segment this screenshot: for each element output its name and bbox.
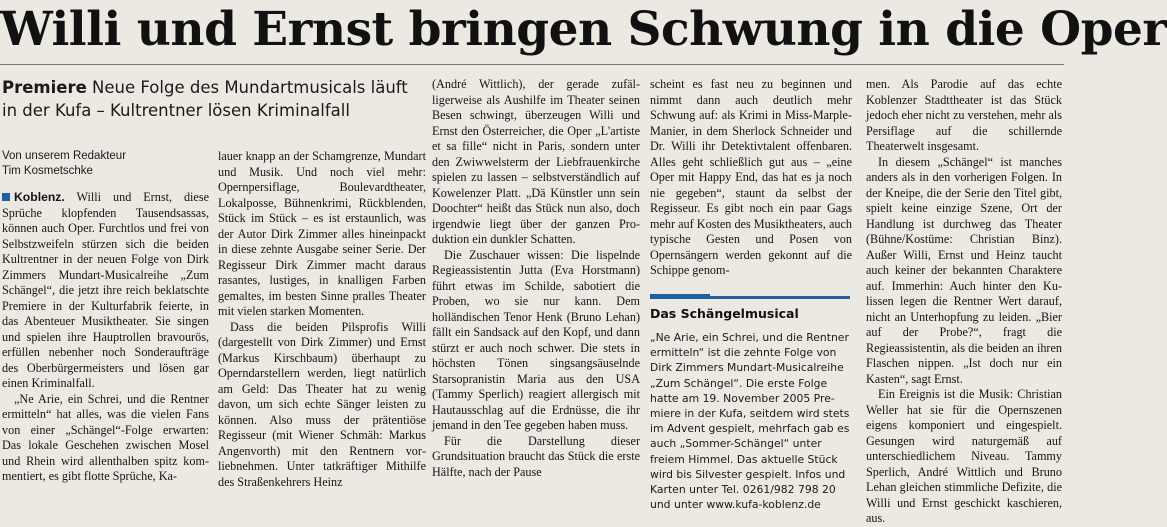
article-column-1 <box>2 190 209 510</box>
paragraph: Ein Ereignis ist die Musik: Christian Weller hat sie für die Opernszenen eigens komponiert und eingespielt. Gesungen wird naturgemäß auf unterschiedlichem Niveau. Tammy Sperlich, André Wittlich und Bruno Lehan gleichen stimmliche Defizite, die Willi und Ernst geschickt kaschieren, aus. <box>866 387 1062 525</box>
article-column-4 <box>650 77 852 287</box>
paragraph: „Ne Arie, ein Schrei, und die Rentner ermitteln“ hat alles, was die vielen Fans von einer „Schängel“-Folge erwarten: Das lokale Geschehen zwischen Mosel und Rhein wird allenthalben spitz kommentiert, es gibt flotte Sprüche, Ka- <box>2 391 209 483</box>
byline <box>2 149 212 179</box>
paragraph: In diesem „Schängel“ ist manches anders als in den vorherigen Folgen. In der Kneipe, die der Serie den Titel gibt, spielt keine einzige Szene, Ort der Handlung ist durchweg das Theater (Bühne/Kostüme: Christian Binz). Außer Willi, Ernst und Heinz taucht auch keiner der bekannten Charaktere auf. Immerhin: Auch hinter den Kulissen legen die Rentner Wert darauf, nicht an Unterhopfung zu leiden. „Bier auf der Probe?“, fragt die Regieassistentin, als die beiden an ihren Flaschen nippen. „Ist doch nur ein Kasten“, sagt Ernst. <box>866 154 1062 386</box>
headline: Willi und Ernst bringen Schwung in die Oper <box>0 2 1167 57</box>
dateline-square-icon <box>2 193 10 201</box>
paragraph: men. Als Parodie auf das echte Koblenzer Stadttheater ist das Stück jedoch eher nicht zu verstehen, mehr als Persiflage auf die schillernde Theaterwelt insgesamt. <box>866 77 1062 153</box>
paragraph: Die Zuschauer wissen: Die lispelnde Regieassistentin Jutta (Eva Horstmann) führt etwas im Schilde, sabotiert die Proben, wo sie nur kann. Dem holländischen Tenor Henk (Bruno Lehan) fällt ein Sandsack auf den Kopf, und dann stürzt er auch noch schwer. Die stets in höchsten Tönen singsangsäuselnde Starsopranistin Maria aus den USA (Tammy Sperlich) reagiert allergisch mit Hautausschlag auf die Erdnüsse, die ihr jemand in den Tee gegeben haben muss. <box>432 247 640 432</box>
byline-role: Von unserem Redakteur <box>2 150 127 162</box>
paragraph: (André Wittlich), der gerade zufälligerweise als Aushilfe im Theater seinen Besen schwingt, überzeugen Willi und Ernst den Österreicher, die Oper „L'artiste et sa fille“ nicht in Paris, sondern unter den Zwiwwelsterm der Liebfrauenkirche spielen zu lassen – selbstverständlich auf Kowelenzer Platt. „Dä Künstler unn sein Doochter“ heißt das Stück nun also, doch irgendwie liegt über der ganzen Produktion ein dunkler Schatten. <box>432 77 640 246</box>
subheadline <box>2 76 427 122</box>
paragraph: Dass die beiden Pilsprofis Willi (dargestellt von Dirk Zimmer) und Ernst (Markus Kirschbaum) überhaupt zu Operndarstellern werden, liegt natürlich am Geld: Das Theater hat zu wenig davon, um sich echte Sänger leisten zu können. Also muss der prätentiöse Regisseur (mit Wiener Schmäh: Markus Angenvorth) mit den Rentnern vorliebnehmen. Unter tatkräftiger Mithilfe des Straßenkehrers Heinz <box>218 319 426 489</box>
paragraph: scheint es fast neu zu beginnen und nimmt dann auch deutlich mehr Schwung auf: als Krimi in Miss-Marple-Manier, in dem Sherlock Schneider und Dr. Willi ihr Detektivtalent offenbaren. Alles geht schließlich gut aus – „eine Oper mit Happy End, das hat es ja noch nie gegeben“, staunt da selbst der Regisseur. Es gibt noch ein paar Gags mehr auf Kosten des Musiktheaters, auch typische Gesten und Posen von Opernsängern werden gekonnt auf die Schippe genom- <box>650 77 852 277</box>
infobox-accent-bar <box>650 294 710 299</box>
infobox-text: „Ne Arie, ein Schrei, und die Rentner ermitteln“ ist die zehnte Folge von Dirk Zimmers Mundart-Musicalreihe „Zum Schängel“. Die erste Folge hatte am 19. November 2005 Premiere in der Kufa, seitdem wird stets im Advent gespielt, mehrfach gab es auch „Sommer-Schängel“ unter freiem Himmel. Das aktuelle Stück wird bis Silvester gespielt. Infos und Karten unter Tel. 0261/982 798 20 und unter www.kufa-koblenz.de <box>650 331 850 512</box>
infobox-title: Das Schängelmusical <box>650 306 799 321</box>
article-column-3 <box>432 77 640 510</box>
paragraph: Willi und Ernst, diese Sprüche klopfenden Tausendsassas, können auch Oper. Furchtlos und frei von Selbstzweifeln stürzen sich die beiden Kultrentner in der neuen Folge von Dirk Zimmers Mundart-Musicalreihe „Zum Schängel“, die jetzt ihre reich beklatschte Premiere in der Kulturfabrik feierte, in das Abenteuer Musiktheater. Sie singen und spielen ihre Hauptrollen bravourös, erfüllen nebenher noch Sonderaufträge des Oberbürgermeisters und lösen gar einen Kriminalfall. <box>2 190 209 390</box>
paragraph: Für die Darstellung dieser Grundsituation braucht das Stück die erste Hälfte, nach der Pause <box>432 433 640 479</box>
dateline: Koblenz. <box>14 190 65 204</box>
byline-author: Tim Kosmetschke <box>2 165 93 177</box>
subhead-text: Neue Folge des Mundartmusicals läuft in der Kufa – Kultrentner lösen Kriminalfall <box>2 78 408 120</box>
paragraph: lauer knapp an der Schamgrenze, Mundart und Musik. Und noch viel mehr: Opernpersiflage, Boulevardtheater, Lokalposse, Bühnenkrimi, Rückblenden, Stück im Stück – es ist erstaunlich, was der Autor Dirk Zimmer alles hineinpackt in diese zehnte Ausgabe seiner Serie. Der Regisseur Dirk Zimmer macht daraus rasantes, lustiges, in knalligen Farben gemaltes, im besten Sinne pralles Theater mit vielen starken Momenten. <box>218 149 426 318</box>
headline-rule <box>0 64 1064 65</box>
article-column-2 <box>218 149 426 510</box>
article-column-5 <box>866 77 1062 525</box>
subhead-kicker: Premiere <box>2 78 87 97</box>
